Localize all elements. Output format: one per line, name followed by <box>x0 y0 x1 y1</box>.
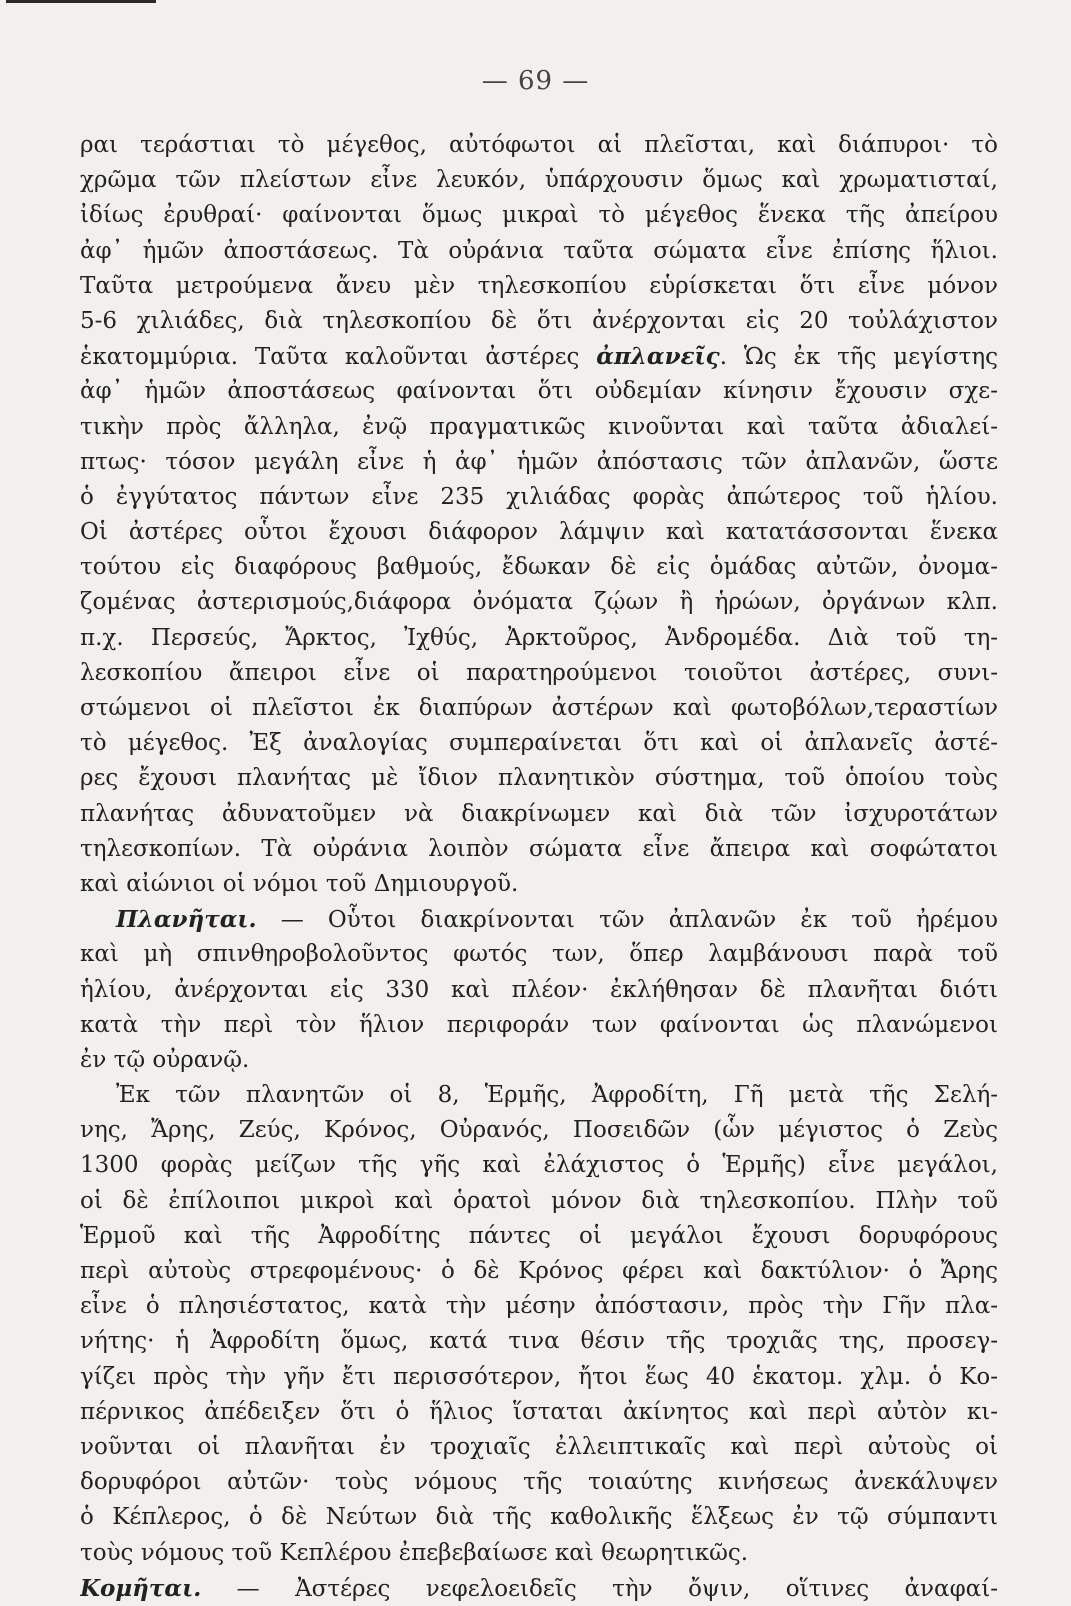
text-line: ἰδίως ἐρυθραί· φαίνονται ὅμως μικραὶ τὸ μέγεθος ἕνεκα τῆς ἀπείρου <box>80 202 998 229</box>
heading-kometai: Κομῆται. <box>80 1574 202 1602</box>
heading-planetai: Πλανῆται. <box>116 906 257 934</box>
text-line: καὶ αἰώνιοι οἱ νόμοι τοῦ Δημιουργοῦ. <box>80 870 519 897</box>
text-line: τικὴν πρὸς ἄλληλα, ἐνῷ πραγματικῶς κινοῦνται καὶ ταῦτα ἀδιαλεί- <box>80 413 998 440</box>
text-line: ἀφ᾽ ἡμῶν ἀποστάσεως. Τὰ οὐράνια ταῦτα σώματα εἶνε ἐπίσης ἥλιοι. <box>80 237 998 264</box>
text-line: τηλεσκοπίων. Τὰ οὐράνια λοιπὸν σώματα εἶνε ἄπειρα καὶ σοφώτατοι <box>80 835 998 862</box>
text-line: τὸ μέγεθος. Ἐξ ἀναλογίας συμπεραίνεται ὅτι καὶ οἱ ἀπλανεῖς ἀστέ- <box>80 730 998 757</box>
text-line: Ἐκ τῶν πλανητῶν οἱ 8, Ἑρμῆς, Ἀφροδίτη, Γῆ μετὰ τῆς Σελή- <box>116 1082 998 1109</box>
text-line <box>80 339 998 374</box>
text-line: πλανήτας ἀδυνατοῦμεν νὰ διακρίνωμεν καὶ διὰ τῶν ἰσχυροτάτων <box>80 800 998 827</box>
text-line: π.χ. Περσεύς, Ἄρκτος, Ἰχθύς, Ἀρκτοῦρος, Ἀνδρομέδα. Διὰ τοῦ τη- <box>80 624 998 651</box>
text-line: κατὰ τὴν περὶ τὸν ἥλιον περιφοράν των φαίνονται ὡς πλανώμενοι <box>80 1011 998 1038</box>
text-line: χρῶμα τῶν πλείστων εἶνε λευκόν, ὑπάρχουσιν ὅμως καὶ χρωματισταί, <box>80 167 998 194</box>
text-line: ραι τεράστιαι τὸ μέγεθος, αὐτόφωτοι αἱ πλεῖσται, καὶ διάπυροι· τὸ <box>80 132 998 158</box>
body-text <box>80 128 998 1606</box>
text-line: οἱ δὲ ἐπίλοιποι μικροὶ καὶ ὁρατοὶ μόνον διὰ τηλεσκοπίου. Πλὴν τοῦ <box>80 1187 998 1214</box>
text-line: λεσκοπίου ἄπειροι εἶνε οἱ παρατηρούμενοι τοιοῦτοι ἀστέρες, συνι- <box>80 659 998 686</box>
text-line: πτως· τόσον μεγάλη εἶνε ἡ ἀφ᾽ ἡμῶν ἀπόστασις τῶν ἀπλανῶν, ὥστε <box>80 448 998 475</box>
text-line: νοῦνται οἱ πλανῆται ἐν τροχιαῖς ἐλλειπτικαῖς καὶ περὶ αὐτοὺς οἱ <box>80 1433 998 1460</box>
line-text: ἑκατομμύρια. Ταῦτα καλοῦνται ἀστέρες <box>80 344 597 371</box>
text-line <box>80 902 998 937</box>
text-line: ζομένας ἀστερισμούς,διάφορα ὀνόματα ζῴων ἢ ἡρώων, ὀργάνων κλπ. <box>80 589 998 616</box>
text-line: γίζει πρὸς τὴν γῆν ἔτι περισσότερον, ἤτοι ἕως 40 ἑκατομ. χλμ. ὁ Κο- <box>80 1363 998 1390</box>
text-line: καὶ μὴ σπινθηροβολοῦντος φωτός των, ὅπερ λαμβάνουσι παρὰ τοῦ <box>80 941 998 968</box>
text-line: τούτου εἰς διαφόρους βαθμούς, ἔδωκαν δὲ εἰς ὁμάδας αὐτῶν, ὀνομα- <box>80 554 998 581</box>
line-text: — Οὗτοι διακρίνονται τῶν ἀπλανῶν ἐκ τοῦ ἠρέμου <box>256 907 998 934</box>
text-line: ἡλίου, ἀνέρχονται εἰς 330 καὶ πλέον· ἐκλήθησαν δὲ πλανῆται διότι <box>80 976 998 1003</box>
text-line: νης, Ἄρης, Ζεύς, Κρόνος, Οὐρανός, Ποσειδῶν (ὧν μέγιστος ὁ Ζεὺς <box>80 1117 998 1144</box>
text-line: δορυφόροι αὐτῶν· τοὺς νόμους τῆς τοιαύτης κινήσεως ἀνεκάλυψεν <box>80 1469 998 1496</box>
text-line: Οἱ ἀστέρες οὗτοι ἔχουσι διάφορον λάμψιν καὶ κατατάσσονται ἕνεκα <box>80 519 998 546</box>
text-line: στώμενοι οἱ πλεῖστοι ἐκ διαπύρων ἀστέρων καὶ φωτοβόλων,τεραστίων <box>80 695 998 721</box>
text-line: τοὺς νόμους τοῦ Κεπλέρου ἐπεβεβαίωσε καὶ θεωρητικῶς. <box>80 1539 749 1566</box>
text-line: ἀφ᾽ ἡμῶν ἀποστάσεως φαίνονται ὅτι οὐδεμίαν κίνησιν ἔχουσιν σχε- <box>80 378 998 405</box>
text-line: ἐν τῷ οὐρανῷ. <box>80 1046 250 1073</box>
text-line: νήτης· ἡ Ἀφροδίτη ὅμως, κατά τινα θέσιν τῆς τροχιᾶς της, προσεγ- <box>80 1328 998 1355</box>
text-line: εἶνε ὁ πλησιέστατος, κατὰ τὴν μέσην ἀπόστασιν, πρὸς τὴν Γῆν πλα- <box>80 1293 998 1320</box>
term-aplaneis: ἀπλανεῖς <box>596 343 720 371</box>
text-line: Ταῦτα μετρούμενα ἄνευ μὲν τηλεσκοπίου εὑρίσκεται ὅτι εἶνε μόνον <box>80 272 998 299</box>
text-line: Ἑρμοῦ καὶ τῆς Ἀφροδίτης πάντες οἱ μεγάλοι ἔχουσι δορυφόρους <box>80 1222 998 1249</box>
page-number: — 69 — <box>481 66 590 96</box>
line-text: — Ἀστέρες νεφελοειδεῖς τὴν ὄψιν, οἵτινες ἀναφαί- <box>201 1575 998 1602</box>
text-line <box>80 1571 998 1606</box>
top-rule <box>6 0 156 3</box>
text-line: ρες ἔχουσι πλανήτας μὲ ἴδιον πλανητικὸν σύστημα, τοῦ ὁποίου τοὺς <box>80 765 998 792</box>
text-line: πέρνικος ἀπέδειξεν ὅτι ὁ ἥλιος ἵσταται ἀκίνητος καὶ περὶ αὐτὸν κι- <box>80 1398 998 1425</box>
text-line: 1300 φορὰς μείζων τῆς γῆς καὶ ἐλάχιστος ὁ Ἑρμῆς) εἶνε μεγάλοι, <box>80 1152 998 1179</box>
text-line: ὁ ἐγγύτατος πάντων εἶνε 235 χιλιάδας φορὰς ἀπώτερος τοῦ ἡλίου. <box>80 483 998 510</box>
text-line: ὁ Κέπλερος, ὁ δὲ Νεύτων διὰ τῆς καθολικῆς ἕλξεως ἐν τῷ σύμπαντι <box>80 1504 998 1531</box>
text-line: 5-6 χιλιάδες, διὰ τηλεσκοπίου δὲ ὅτι ἀνέρχονται εἰς 20 τοὐλάχιστον <box>80 307 998 334</box>
text-line: περὶ αὐτοὺς στρεφομένους· ὁ δὲ Κρόνος φέρει καὶ δακτύλιον· ὁ Ἄρης <box>80 1258 998 1284</box>
line-text: . Ὡς ἐκ τῆς μεγίστης <box>719 344 998 371</box>
